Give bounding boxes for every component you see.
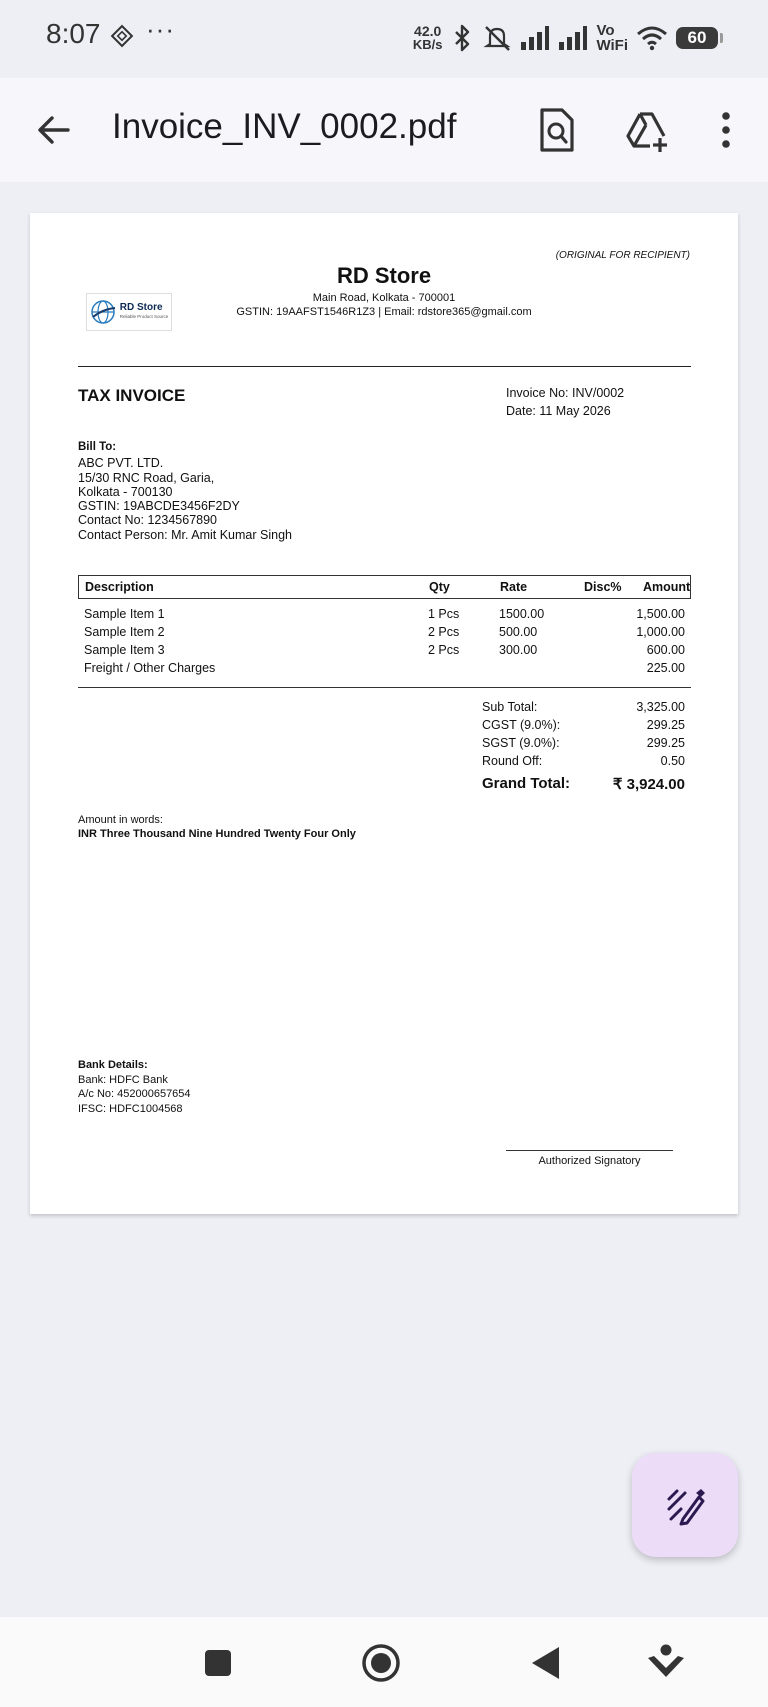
round-off-row: Round Off: 0.50	[482, 754, 685, 768]
vowifi-indicator: Vo WiFi	[596, 22, 628, 54]
battery-indicator: 60	[676, 27, 718, 49]
bank-details	[78, 1058, 191, 1116]
bill-to-heading: Bill To:	[78, 441, 117, 453]
copy-note: (ORIGINAL FOR RECIPIENT)	[555, 250, 690, 261]
invoice-date: Date: 11 May 2026	[506, 404, 611, 418]
wifi-icon	[636, 25, 668, 51]
bill-to-line: ABC PVT. LTD.	[78, 456, 164, 471]
bill-to-line: GSTIN: 19ABCDE3456F2DY	[78, 499, 240, 514]
back-arrow-icon[interactable]	[32, 108, 76, 152]
system-nav-bar	[0, 1617, 768, 1707]
bank-name: Bank: HDFC Bank	[78, 1073, 168, 1086]
status-icons	[413, 20, 718, 56]
column-header: Qty	[429, 580, 450, 594]
network-speed: 42.0 KB/s	[412, 23, 443, 52]
table-divider	[78, 687, 691, 688]
bill-to-line: Contact Person: Mr. Amit Kumar Singh	[78, 527, 292, 542]
mute-icon	[482, 24, 512, 52]
annotate-fab[interactable]	[632, 1453, 738, 1557]
add-to-drive-icon[interactable]	[624, 106, 672, 154]
bank-account: A/c No: 452000657654	[78, 1088, 191, 1100]
subtotal-row: Sub Total: 3,325.00	[482, 700, 685, 714]
document-title: Invoice_INV_0002.pdf	[112, 107, 457, 146]
store-gstin-email: GSTIN: 19AAFST1546R1Z3 | Email: rdstore365@gmail.com	[236, 306, 532, 318]
amount-in-words: INR Three Thousand Nine Hundred Twenty Four Only	[78, 828, 356, 840]
signal-icon	[520, 25, 550, 51]
home-circle-icon[interactable]	[359, 1641, 403, 1685]
assistant-icon[interactable]	[644, 1641, 688, 1685]
column-header: Disc%	[584, 580, 622, 594]
column-header: Amount	[643, 580, 691, 594]
header-divider	[78, 366, 691, 367]
store-logo: RD Store Reliable Product Source	[86, 293, 172, 331]
bluetooth-icon	[450, 24, 474, 52]
more-notifications-icon: ···	[146, 14, 175, 44]
amount-in-words-label: Amount in words:	[78, 814, 163, 826]
more-vert-icon[interactable]	[702, 106, 750, 154]
pdf-page	[30, 213, 738, 1214]
bill-to-line: Contact No: 1234567890	[78, 513, 217, 528]
app-bar	[0, 78, 768, 182]
table-row: Freight / Other Charges 225.00	[84, 661, 685, 675]
column-header: Rate	[500, 580, 528, 594]
back-triangle-icon[interactable]	[524, 1641, 568, 1685]
globe-logo-icon	[90, 299, 116, 325]
status-time: 8:07	[46, 18, 101, 49]
table-row: Sample Item 3 2 Pcs 300.00 600.00	[84, 643, 685, 657]
store-address: Main Road, Kolkata - 700001	[312, 292, 456, 304]
search-document-icon[interactable]	[532, 106, 580, 154]
cgst-row: CGST (9.0%): 299.25	[482, 718, 685, 732]
table-row: Sample Item 1 1 Pcs 1500.00 1,500.00	[84, 607, 685, 621]
items-table-header	[78, 575, 691, 599]
recents-square-icon[interactable]	[196, 1641, 240, 1685]
status-bar	[0, 0, 768, 78]
grand-total-row: Grand Total: ₹ 3,924.00	[482, 775, 685, 793]
store-name: RD Store	[336, 263, 432, 288]
annotate-pen-icon	[663, 1483, 707, 1527]
column-header: Description	[85, 580, 154, 594]
authorized-signatory: Authorized Signatory	[538, 1155, 641, 1167]
bill-to-line: Kolkata - 700130	[78, 484, 173, 499]
bank-details-heading: Bank Details:	[78, 1059, 148, 1071]
bill-to-block	[78, 440, 292, 542]
bill-to-line: 15/30 RNC Road, Garia,	[78, 470, 215, 485]
tax-invoice-title: TAX INVOICE	[78, 386, 186, 405]
table-row: Sample Item 2 2 Pcs 500.00 1,000.00	[84, 625, 685, 639]
invoice-number: Invoice No: INV/0002	[506, 386, 625, 400]
bank-ifsc: IFSC: HDFC1004568	[78, 1102, 183, 1115]
signal-icon	[558, 25, 588, 51]
sgst-row: SGST (9.0%): 299.25	[482, 736, 685, 750]
app-notification-icon	[110, 24, 134, 48]
signature-line	[506, 1150, 673, 1151]
